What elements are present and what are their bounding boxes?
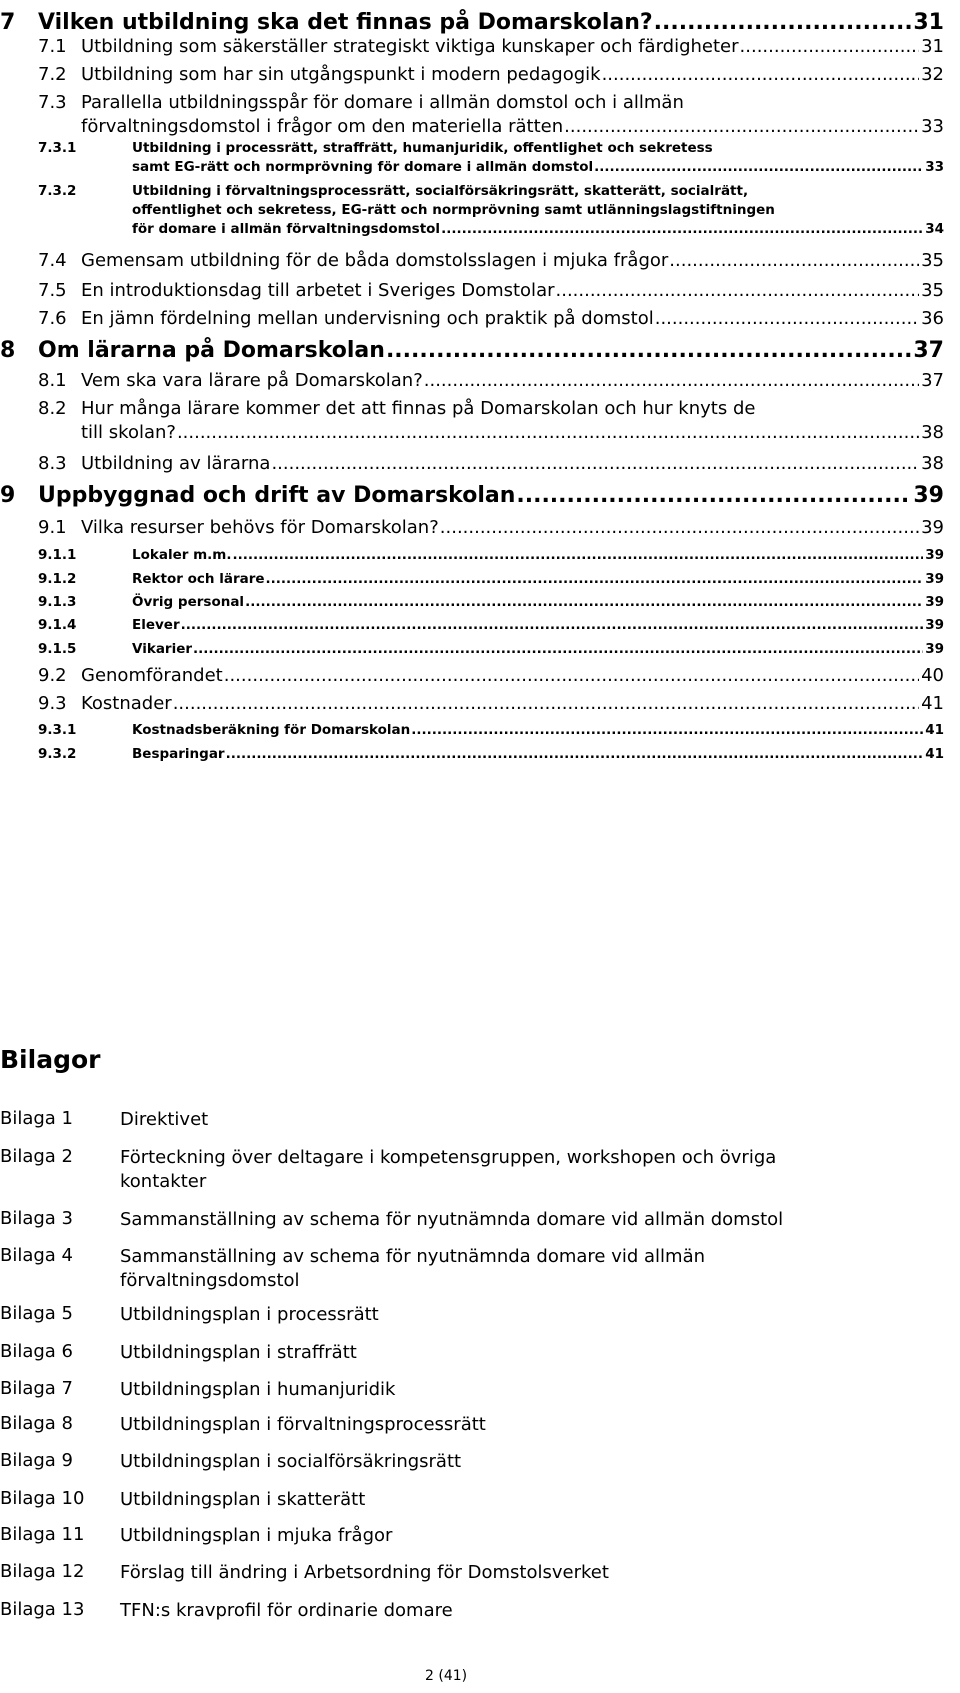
attachment-description: Förslag till ändring i Arbetsordning för Domstolsverket bbox=[120, 1562, 609, 1583]
toc-entry-title-line: Utbildning i processrätt, straffrätt, humanjuridik, offentlighet och sekretess bbox=[132, 140, 713, 156]
attachments-heading: Bilagor bbox=[0, 1045, 101, 1074]
attachment-label: Bilaga 8 bbox=[0, 1413, 74, 1434]
attachment-label: Bilaga 11 bbox=[0, 1524, 85, 1545]
toc-entry-title: till skolan? bbox=[81, 422, 176, 443]
dot-leader bbox=[564, 116, 919, 137]
toc-entry-title: En jämn fördelning mellan undervisning och praktik på domstol bbox=[81, 308, 654, 329]
toc-entry-number: 9.3.2 bbox=[38, 746, 77, 762]
toc-entry-page: 31 bbox=[913, 10, 944, 35]
toc-entry-page: 39 bbox=[921, 517, 944, 538]
toc-entry-title: Vilka resurser behövs för Domarskolan? bbox=[81, 517, 439, 538]
toc-entry-title-line: Utbildning i förvaltningsprocessrätt, socialförsäkringsrätt, skatterätt, socialrätt, bbox=[132, 183, 749, 199]
toc-entry-number: 9.2 bbox=[38, 665, 67, 686]
toc-entry-page: 35 bbox=[921, 280, 944, 301]
toc-entry-title: Övrig personal bbox=[132, 594, 245, 610]
attachment-label: Bilaga 2 bbox=[0, 1146, 74, 1167]
attachment-description: Direktivet bbox=[120, 1109, 209, 1130]
toc-entry-title: Kostnadsberäkning för Domarskolan bbox=[132, 722, 411, 738]
toc-entry-page: 33 bbox=[925, 159, 944, 175]
toc-entry-number: 9.1.2 bbox=[38, 571, 77, 587]
dot-leader bbox=[245, 594, 923, 610]
dot-leader bbox=[233, 547, 924, 563]
toc-entry-number: 7.2 bbox=[38, 64, 67, 85]
toc-entry-number: 7.4 bbox=[38, 250, 67, 271]
toc-entry-number: 8 bbox=[0, 338, 16, 363]
toc-entry-title: förvaltningsdomstol i frågor om den materiella rätten bbox=[81, 116, 564, 137]
toc-entry-number: 7.6 bbox=[38, 308, 67, 329]
dot-leader bbox=[411, 722, 923, 738]
toc-entry-number: 7.1 bbox=[38, 36, 67, 57]
attachment-label: Bilaga 6 bbox=[0, 1341, 74, 1362]
toc-entry-page: 39 bbox=[913, 483, 944, 508]
dot-leader bbox=[669, 250, 919, 271]
dot-leader bbox=[654, 10, 912, 35]
toc-entry-number: 9 bbox=[0, 483, 16, 508]
attachment-label: Bilaga 12 bbox=[0, 1561, 85, 1582]
toc-entry-page: 38 bbox=[921, 453, 944, 474]
toc-entry-title: Vilken utbildning ska det finnas på Domarskolan? bbox=[38, 10, 653, 35]
toc-entry-number: 7.3.2 bbox=[38, 183, 77, 199]
toc-entry-title: Elever bbox=[132, 617, 180, 633]
toc-entry-title: Om lärarna på Domarskolan bbox=[38, 338, 385, 363]
attachment-description: Utbildningsplan i mjuka frågor bbox=[120, 1525, 393, 1546]
attachment-label: Bilaga 1 bbox=[0, 1108, 74, 1129]
attachment-description: Sammanställning av schema för nyutnämnda domare vid allmän förvaltningsdomstol bbox=[120, 1246, 706, 1291]
toc-entry-title: Kostnader bbox=[81, 693, 172, 714]
dot-leader bbox=[266, 571, 924, 587]
toc-entry-page: 34 bbox=[925, 221, 944, 237]
toc-entry-page: 39 bbox=[925, 617, 944, 633]
attachment-label: Bilaga 10 bbox=[0, 1488, 85, 1509]
toc-entry-page: 39 bbox=[925, 594, 944, 610]
toc-entry-title: samt EG-rätt och normprövning för domare i allmän domstol bbox=[132, 159, 594, 175]
toc-entry-title: Genomförandet bbox=[81, 665, 223, 686]
toc-entry-page: 37 bbox=[921, 370, 944, 391]
toc-entry-number: 9.1.3 bbox=[38, 594, 77, 610]
toc-entry-number: 9.3 bbox=[38, 693, 67, 714]
toc-entry-number: 7.3.1 bbox=[38, 140, 77, 156]
attachment-label: Bilaga 5 bbox=[0, 1303, 74, 1324]
dot-leader bbox=[440, 517, 919, 538]
toc-entry-title: Besparingar bbox=[132, 746, 225, 762]
toc-entry-title: Rektor och lärare bbox=[132, 571, 265, 587]
toc-entry-number: 9.1.4 bbox=[38, 617, 77, 633]
toc-entry-number: 9.1.5 bbox=[38, 641, 77, 657]
dot-leader bbox=[386, 338, 911, 363]
toc-entry-title: Lokaler m.m. bbox=[132, 547, 232, 563]
attachment-description: Utbildningsplan i skatterätt bbox=[120, 1489, 366, 1510]
toc-entry-number: 9.1.1 bbox=[38, 547, 77, 563]
toc-entry-page: 36 bbox=[921, 308, 944, 329]
attachment-label: Bilaga 9 bbox=[0, 1450, 74, 1471]
toc-entry-number: 7.5 bbox=[38, 280, 67, 301]
toc-entry-title: för domare i allmän förvaltningsdomstol bbox=[132, 221, 441, 237]
toc-entry-title: Utbildning av lärarna bbox=[81, 453, 271, 474]
toc-entry-page: 41 bbox=[925, 722, 944, 738]
dot-leader bbox=[224, 665, 919, 686]
toc-entry-title: Utbildning som har sin utgångspunkt i modern pedagogik bbox=[81, 64, 601, 85]
dot-leader bbox=[441, 221, 923, 237]
page-number-footer: 2 (41) bbox=[425, 1668, 468, 1684]
attachment-label: Bilaga 7 bbox=[0, 1378, 74, 1399]
dot-leader bbox=[740, 36, 920, 57]
toc-entry-page: 41 bbox=[925, 746, 944, 762]
toc-entry-number: 7.3 bbox=[38, 92, 67, 113]
attachment-description: Utbildningsplan i processrätt bbox=[120, 1304, 379, 1325]
toc-entry-title-line: Parallella utbildningsspår för domare i allmän domstol och i allmän bbox=[81, 92, 684, 113]
toc-entry-title-line: Hur många lärare kommer det att finnas på Domarskolan och hur knyts de bbox=[81, 398, 756, 419]
dot-leader bbox=[516, 483, 911, 508]
toc-entry-page: 40 bbox=[921, 665, 944, 686]
toc-entry-title: Vikarier bbox=[132, 641, 193, 657]
toc-entry-page: 39 bbox=[925, 571, 944, 587]
attachment-description: Utbildningsplan i socialförsäkringsrätt bbox=[120, 1451, 462, 1472]
dot-leader bbox=[271, 453, 919, 474]
toc-entry-title: Utbildning som säkerställer strategiskt viktiga kunskaper och färdigheter bbox=[81, 36, 739, 57]
attachment-description: Utbildningsplan i straffrätt bbox=[120, 1342, 357, 1363]
toc-entry-page: 38 bbox=[921, 422, 944, 443]
dot-leader bbox=[226, 746, 924, 762]
dot-leader bbox=[602, 64, 920, 85]
dot-leader bbox=[594, 159, 923, 175]
toc-entry-page: 33 bbox=[921, 116, 944, 137]
toc-entry-number: 7 bbox=[0, 10, 16, 35]
toc-entry-number: 8.1 bbox=[38, 370, 67, 391]
attachment-label: Bilaga 13 bbox=[0, 1599, 85, 1620]
toc-entry-page: 41 bbox=[921, 693, 944, 714]
dot-leader bbox=[424, 370, 919, 391]
toc-entry-page: 35 bbox=[921, 250, 944, 271]
toc-entry-page: 31 bbox=[921, 36, 944, 57]
toc-entry-title: Vem ska vara lärare på Domarskolan? bbox=[81, 370, 423, 391]
attachment-description: Utbildningsplan i humanjuridik bbox=[120, 1379, 396, 1400]
toc-entry-page: 39 bbox=[925, 547, 944, 563]
toc-entry-number: 8.2 bbox=[38, 398, 67, 419]
toc-entry-title-line: offentlighet och sekretess, EG-rätt och normprövning samt utlänningslagstiftningen bbox=[132, 202, 775, 218]
toc-entry-number: 9.1 bbox=[38, 517, 67, 538]
attachment-description: Utbildningsplan i förvaltningsprocessrätt bbox=[120, 1414, 486, 1435]
attachment-description: Förteckning över deltagare i kompetensgruppen, workshopen och övriga kontakter bbox=[120, 1147, 777, 1192]
toc-entry-number: 9.3.1 bbox=[38, 722, 77, 738]
dot-leader bbox=[181, 617, 924, 633]
dot-leader bbox=[193, 641, 923, 657]
toc-entry-number: 8.3 bbox=[38, 453, 67, 474]
toc-entry-title: En introduktionsdag till arbetet i Sveriges Domstolar bbox=[81, 280, 555, 301]
dot-leader bbox=[655, 308, 919, 329]
attachment-label: Bilaga 4 bbox=[0, 1245, 74, 1266]
attachment-description: Sammanställning av schema för nyutnämnda domare vid allmän domstol bbox=[120, 1209, 784, 1230]
toc-entry-page: 39 bbox=[925, 641, 944, 657]
dot-leader bbox=[177, 422, 919, 443]
dot-leader bbox=[173, 693, 919, 714]
dot-leader bbox=[556, 280, 920, 301]
attachment-description: TFN:s kravprofil för ordinarie domare bbox=[120, 1600, 453, 1621]
attachment-label: Bilaga 3 bbox=[0, 1208, 74, 1229]
toc-entry-page: 37 bbox=[913, 338, 944, 363]
toc-entry-title: Uppbyggnad och drift av Domarskolan bbox=[38, 483, 516, 508]
toc-entry-page: 32 bbox=[921, 64, 944, 85]
toc-entry-title: Gemensam utbildning för de båda domstolsslagen i mjuka frågor bbox=[81, 250, 669, 271]
